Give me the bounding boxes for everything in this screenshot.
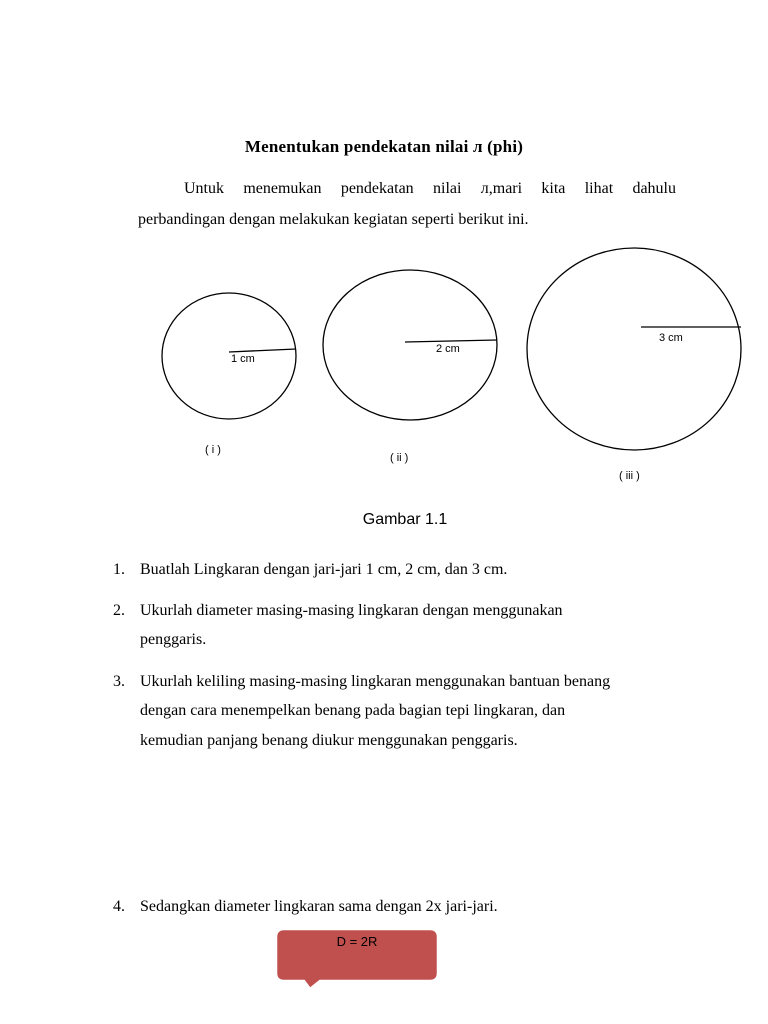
formula-text: D = 2R — [336, 934, 378, 949]
radius-line-ii — [405, 340, 497, 342]
step-text: dengan cara menempelkan benang pada bagian tepi lingkaran, dan — [140, 702, 566, 719]
step-text: kemudian panjang benang diukur menggunakan penggaris. — [140, 732, 518, 749]
circles-figure — [0, 0, 768, 500]
caption-circle-iii: ( iii ) — [619, 470, 640, 482]
figure-caption: Gambar 1.1 — [362, 511, 448, 528]
step-text: Ukurlah diameter masing-masing lingkaran dengan menggunakan — [140, 602, 563, 619]
step-text: Sedangkan diameter lingkaran sama dengan 2x jari-jari. — [140, 898, 498, 915]
step-text: Ukurlah keliling masing-masing lingkaran menggunakan bantuan benang — [140, 673, 611, 690]
intro-line-2: perbandingan dengan melakukan kegiatan seperti berikut ini. — [138, 211, 529, 228]
radius-label-iii: 3 cm — [659, 332, 683, 344]
circle-i — [162, 293, 296, 419]
step-text: penggaris. — [140, 631, 207, 648]
circle-ii — [323, 270, 497, 420]
radius-label-i: 1 cm — [231, 353, 255, 365]
step-number: 3. — [113, 673, 125, 690]
caption-circle-i: ( i ) — [205, 444, 221, 456]
intro-line-1: Untuk menemukan pendekatan nilai л,mari kita lihat dahulu — [184, 180, 676, 197]
radius-label-ii: 2 cm — [436, 343, 460, 355]
step-text: Buatlah Lingkaran dengan jari-jari 1 cm, 2 cm, dan 3 cm. — [140, 561, 508, 578]
page-title: Menentukan pendekatan nilai л (phi) — [244, 137, 524, 156]
caption-circle-ii: ( ii ) — [390, 452, 409, 464]
step-number: 2. — [113, 602, 125, 619]
circle-iii — [527, 248, 741, 450]
radius-line-i — [229, 349, 296, 352]
step-number: 1. — [113, 561, 125, 578]
step-number: 4. — [113, 898, 125, 915]
